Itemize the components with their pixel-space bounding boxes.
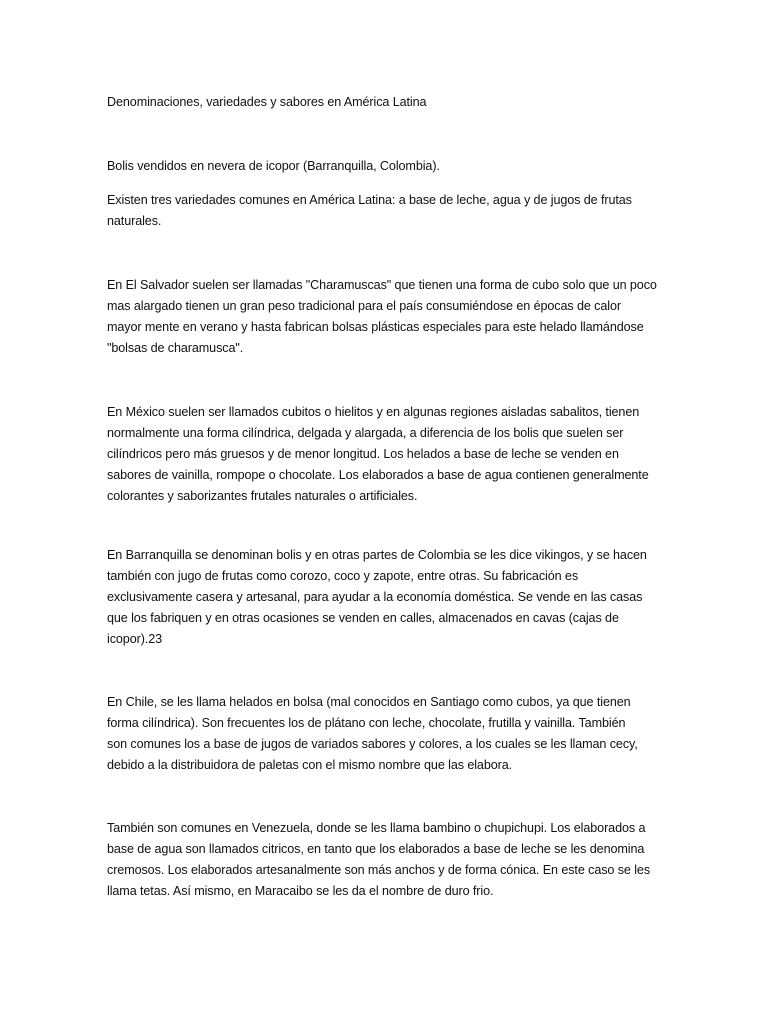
paragraph-line: En Chile, se les llama helados en bolsa (mal conocidos en Santiago como cubos, ya que tienen — [107, 695, 631, 709]
image-caption — [107, 156, 667, 177]
paragraph-line: En El Salvador suelen ser llamadas "Charamuscas" que tienen una forma de cubo solo que un poco — [107, 278, 657, 292]
paragraph-line: cilíndricos pero más gruesos y de menor longitud. Los helados a base de leche se venden en — [107, 447, 619, 461]
paragraph-line: que los fabriquen y en otras ocasiones se venden en calles, almacenados en cavas (cajas de — [107, 611, 619, 625]
paragraph-line: mayor mente en verano y hasta fabrican bolsas plásticas especiales para este helado llamándose — [107, 320, 644, 334]
document-title — [107, 92, 667, 113]
paragraph-line: llama tetas. Así mismo, en Maracaibo se les da el nombre de duro frio. — [107, 884, 494, 898]
paragraph-line: colorantes y saborizantes frutales naturales o artificiales. — [107, 489, 418, 503]
paragraph-line: También son comunes en Venezuela, donde se les llama bambino o chupichupi. Los elaborados a — [107, 821, 646, 835]
paragraph-barranquilla — [107, 545, 667, 650]
paragraph-line: exclusivamente casera y artesanal, para ayudar a la economía doméstica. Se vende en las casas — [107, 590, 643, 604]
paragraph-line: Existen tres variedades comunes en América Latina: a base de leche, agua y de jugos de frutas — [107, 193, 632, 207]
paragraph-line: debido a la distribuidora de paletas con el mismo nombre que las elabora. — [107, 758, 513, 772]
paragraph-line: forma cilíndrica). Son frecuentes los de plátano con leche, chocolate, frutilla y vainilla. También — [107, 716, 626, 730]
paragraph-line: cremosos. Los elaborados artesanalmente son más anchos y de forma cónica. En este caso se les — [107, 863, 651, 877]
caption-line: Bolis vendidos en nevera de icopor (Barranquilla, Colombia). — [107, 159, 440, 173]
paragraph-intro — [107, 190, 667, 232]
paragraph-line: icopor).23 — [107, 632, 163, 646]
paragraph-chile — [107, 692, 667, 776]
paragraph-mexico — [107, 402, 667, 507]
paragraph-line: también con jugo de frutas como corozo, coco y zapote, entre otras. Su fabricación es — [107, 569, 579, 583]
paragraph-line: "bolsas de charamusca". — [107, 341, 244, 355]
paragraph-el-salvador — [107, 275, 667, 359]
paragraph-line: sabores de vainilla, rompope o chocolate. Los elaborados a base de agua contienen generalmente — [107, 468, 649, 482]
paragraph-line: naturales. — [107, 214, 162, 228]
paragraph-line: normalmente una forma cilíndrica, delgada y alargada, a diferencia de los bolis que suelen ser — [107, 426, 624, 440]
paragraph-venezuela — [107, 818, 667, 902]
paragraph-line: En Barranquilla se denominan bolis y en otras partes de Colombia se les dice vikingos, y se hacen — [107, 548, 647, 562]
paragraph-line: base de agua son llamados citricos, en tanto que los elaborados a base de leche se les denomina — [107, 842, 645, 856]
paragraph-line: son comunes los a base de jugos de variados sabores y colores, a los cuales se les llaman cecy, — [107, 737, 638, 751]
paragraph-line: mas alargado tienen un gran peso tradicional para el país consumiéndose en épocas de calor — [107, 299, 621, 313]
paragraph-line: En México suelen ser llamados cubitos o hielitos y en algunas regiones aisladas sabalitos, tienen — [107, 405, 640, 419]
title-line: Denominaciones, variedades y sabores en América Latina — [107, 95, 427, 109]
